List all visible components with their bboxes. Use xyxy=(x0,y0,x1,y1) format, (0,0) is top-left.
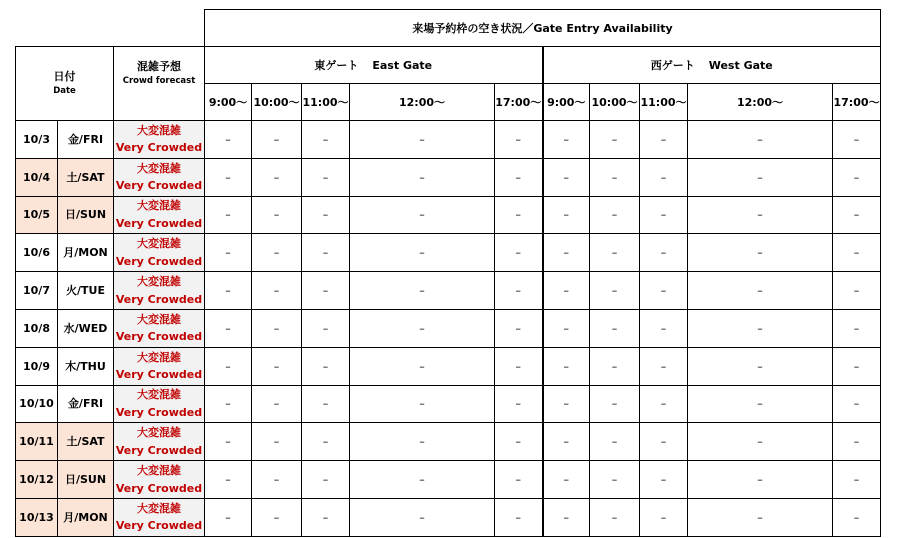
row-day: 火/TUE xyxy=(58,272,114,310)
table-title: 来場予約枠の空き状況／Gate Entry Availability xyxy=(205,10,881,47)
forecast-en: Very Crowded xyxy=(115,216,203,230)
availability-cell: – xyxy=(590,234,640,272)
availability-cell: – xyxy=(252,272,302,310)
forecast-en: Very Crowded xyxy=(115,443,203,457)
availability-cell: – xyxy=(252,385,302,423)
availability-cell: – xyxy=(590,423,640,461)
availability-cell: – xyxy=(688,158,833,196)
table-row xyxy=(16,347,881,385)
availability-cell: – xyxy=(833,347,881,385)
row-day: 土/SAT xyxy=(58,423,114,461)
forecast-header xyxy=(114,47,205,121)
availability-cell: – xyxy=(205,234,252,272)
row-forecast xyxy=(114,385,205,423)
row-date: 10/4 xyxy=(16,158,58,196)
west-time-slot: 17:00～ xyxy=(833,84,881,121)
availability-cell: – xyxy=(640,121,688,159)
table-row xyxy=(16,234,881,272)
availability-cell: – xyxy=(205,121,252,159)
availability-cell: – xyxy=(302,158,350,196)
forecast-jp: 大変混雑 xyxy=(137,199,181,213)
forecast-en: Very Crowded xyxy=(115,330,203,344)
forecast-en: Very Crowded xyxy=(115,179,203,193)
row-day: 水/WED xyxy=(58,309,114,347)
availability-cell: – xyxy=(640,309,688,347)
row-day: 日/SUN xyxy=(58,461,114,499)
availability-cell: – xyxy=(543,121,590,159)
availability-cell: – xyxy=(252,158,302,196)
availability-cell: – xyxy=(688,461,833,499)
availability-cell: – xyxy=(252,461,302,499)
availability-cell: – xyxy=(252,234,302,272)
date-header-jp: 日付 xyxy=(53,70,76,84)
forecast-en: Very Crowded xyxy=(115,292,203,306)
availability-cell: – xyxy=(350,234,495,272)
date-header xyxy=(16,47,114,121)
availability-cell: – xyxy=(543,385,590,423)
availability-cell: – xyxy=(640,498,688,536)
row-date: 10/5 xyxy=(16,196,58,234)
availability-cell: – xyxy=(590,272,640,310)
row-date: 10/13 xyxy=(16,498,58,536)
forecast-jp: 大変混雑 xyxy=(137,350,181,364)
availability-cell: – xyxy=(688,423,833,461)
availability-cell: – xyxy=(350,309,495,347)
east-time-slot: 10:00～ xyxy=(252,84,302,121)
availability-cell: – xyxy=(543,423,590,461)
availability-cell: – xyxy=(252,498,302,536)
availability-cell: – xyxy=(495,158,543,196)
table-row xyxy=(16,309,881,347)
west-time-slot: 9:00～ xyxy=(543,84,590,121)
row-date: 10/7 xyxy=(16,272,58,310)
availability-cell: – xyxy=(640,347,688,385)
availability-cell: – xyxy=(688,196,833,234)
east-gate-jp: 東ゲート xyxy=(314,58,359,72)
availability-cell: – xyxy=(495,423,543,461)
availability-cell: – xyxy=(350,272,495,310)
availability-cell: – xyxy=(543,272,590,310)
row-forecast xyxy=(114,272,205,310)
availability-cell: – xyxy=(495,309,543,347)
row-day: 月/MON xyxy=(58,498,114,536)
availability-cell: – xyxy=(543,234,590,272)
availability-cell: – xyxy=(640,272,688,310)
row-date: 10/11 xyxy=(16,423,58,461)
availability-cell: – xyxy=(350,385,495,423)
forecast-jp: 大変混雑 xyxy=(137,123,181,137)
row-date: 10/8 xyxy=(16,309,58,347)
availability-cell: – xyxy=(543,196,590,234)
availability-cell: – xyxy=(350,498,495,536)
availability-cell: – xyxy=(495,498,543,536)
availability-cell: – xyxy=(302,498,350,536)
availability-cell: – xyxy=(252,347,302,385)
availability-cell: – xyxy=(590,309,640,347)
availability-cell: – xyxy=(302,272,350,310)
availability-cell: – xyxy=(302,309,350,347)
availability-cell: – xyxy=(302,234,350,272)
forecast-jp: 大変混雑 xyxy=(137,274,181,288)
west-gate-en: West Gate xyxy=(708,58,773,72)
row-date: 10/3 xyxy=(16,121,58,159)
row-forecast xyxy=(114,461,205,499)
availability-cell: – xyxy=(205,498,252,536)
availability-cell: – xyxy=(495,196,543,234)
availability-cell: – xyxy=(833,196,881,234)
row-date: 10/6 xyxy=(16,234,58,272)
availability-cell: – xyxy=(688,121,833,159)
availability-cell: – xyxy=(252,121,302,159)
forecast-en: Very Crowded xyxy=(115,368,203,382)
availability-cell: – xyxy=(833,309,881,347)
east-time-slot: 11:00～ xyxy=(302,84,350,121)
row-forecast xyxy=(114,158,205,196)
availability-cell: – xyxy=(302,196,350,234)
date-header-en: Date xyxy=(53,86,76,97)
forecast-header-jp: 混雑予想 xyxy=(137,60,181,73)
forecast-jp: 大変混雑 xyxy=(137,312,181,326)
availability-cell: – xyxy=(302,423,350,461)
forecast-jp: 大変混雑 xyxy=(137,463,181,477)
row-day: 日/SUN xyxy=(58,196,114,234)
availability-cell: – xyxy=(590,121,640,159)
availability-cell: – xyxy=(640,423,688,461)
availability-cell: – xyxy=(543,498,590,536)
row-day: 土/SAT xyxy=(58,158,114,196)
corner-blank xyxy=(16,10,205,47)
availability-cell: – xyxy=(495,461,543,499)
table-row xyxy=(16,158,881,196)
availability-cell: – xyxy=(833,158,881,196)
availability-cell: – xyxy=(252,309,302,347)
east-gate-en: East Gate xyxy=(372,58,433,72)
availability-cell: – xyxy=(590,347,640,385)
forecast-en: Very Crowded xyxy=(115,254,203,268)
row-forecast xyxy=(114,347,205,385)
table-row xyxy=(16,272,881,310)
west-time-slot: 12:00～ xyxy=(688,84,833,121)
availability-cell: – xyxy=(205,196,252,234)
table-row xyxy=(16,423,881,461)
availability-cell: – xyxy=(688,385,833,423)
availability-cell: – xyxy=(205,461,252,499)
availability-cell: – xyxy=(590,498,640,536)
availability-cell: – xyxy=(205,309,252,347)
row-forecast xyxy=(114,498,205,536)
availability-cell: – xyxy=(350,461,495,499)
west-time-slot: 10:00～ xyxy=(590,84,640,121)
availability-cell: – xyxy=(688,272,833,310)
availability-cell: – xyxy=(252,423,302,461)
gate-availability-table xyxy=(15,9,881,537)
forecast-jp: 大変混雑 xyxy=(137,161,181,175)
availability-cell: – xyxy=(833,385,881,423)
availability-cell: – xyxy=(495,347,543,385)
availability-cell: – xyxy=(302,121,350,159)
availability-cell: – xyxy=(205,423,252,461)
availability-cell: – xyxy=(495,234,543,272)
forecast-jp: 大変混雑 xyxy=(137,501,181,515)
availability-cell: – xyxy=(302,461,350,499)
availability-cell: – xyxy=(640,158,688,196)
east-gate-header xyxy=(205,47,543,84)
table-row xyxy=(16,121,881,159)
row-forecast xyxy=(114,423,205,461)
row-forecast xyxy=(114,309,205,347)
availability-cell: – xyxy=(302,385,350,423)
availability-cell: – xyxy=(205,272,252,310)
east-time-slot: 9:00～ xyxy=(205,84,252,121)
availability-cell: – xyxy=(688,347,833,385)
availability-cell: – xyxy=(640,385,688,423)
availability-cell: – xyxy=(833,423,881,461)
forecast-header-en: Crowd forecast xyxy=(122,76,196,86)
row-day: 月/MON xyxy=(58,234,114,272)
availability-cell: – xyxy=(833,121,881,159)
availability-cell: – xyxy=(543,309,590,347)
row-date: 10/10 xyxy=(16,385,58,423)
table-row xyxy=(16,498,881,536)
availability-cell: – xyxy=(205,385,252,423)
row-forecast xyxy=(114,121,205,159)
forecast-jp: 大変混雑 xyxy=(137,426,181,440)
availability-cell: – xyxy=(350,347,495,385)
row-date: 10/9 xyxy=(16,347,58,385)
west-gate-jp: 西ゲート xyxy=(650,58,695,72)
west-time-slot: 11:00～ xyxy=(640,84,688,121)
row-date: 10/12 xyxy=(16,461,58,499)
forecast-en: Very Crowded xyxy=(115,141,203,155)
west-gate-header xyxy=(543,47,881,84)
availability-cell: – xyxy=(495,121,543,159)
availability-cell: – xyxy=(350,196,495,234)
table-row xyxy=(16,196,881,234)
availability-cell: – xyxy=(833,498,881,536)
row-day: 木/THU xyxy=(58,347,114,385)
availability-cell: – xyxy=(495,272,543,310)
availability-cell: – xyxy=(688,234,833,272)
availability-cell: – xyxy=(833,234,881,272)
row-day: 金/FRI xyxy=(58,385,114,423)
availability-cell: – xyxy=(495,385,543,423)
availability-cell: – xyxy=(302,347,350,385)
forecast-jp: 大変混雑 xyxy=(137,237,181,251)
east-time-slot: 17:00～ xyxy=(495,84,543,121)
availability-cell: – xyxy=(833,272,881,310)
availability-cell: – xyxy=(543,158,590,196)
availability-cell: – xyxy=(350,158,495,196)
forecast-en: Very Crowded xyxy=(115,481,203,495)
availability-cell: – xyxy=(350,121,495,159)
availability-cell: – xyxy=(833,461,881,499)
availability-cell: – xyxy=(543,347,590,385)
availability-cell: – xyxy=(205,158,252,196)
forecast-jp: 大変混雑 xyxy=(137,388,181,402)
availability-cell: – xyxy=(590,196,640,234)
table-row xyxy=(16,385,881,423)
availability-cell: – xyxy=(590,158,640,196)
availability-cell: – xyxy=(640,234,688,272)
availability-cell: – xyxy=(640,461,688,499)
table-row xyxy=(16,461,881,499)
row-forecast xyxy=(114,234,205,272)
availability-cell: – xyxy=(252,196,302,234)
forecast-en: Very Crowded xyxy=(115,519,203,533)
availability-cell: – xyxy=(350,423,495,461)
availability-cell: – xyxy=(205,347,252,385)
availability-cell: – xyxy=(590,385,640,423)
availability-cell: – xyxy=(590,461,640,499)
availability-cell: – xyxy=(640,196,688,234)
availability-cell: – xyxy=(688,498,833,536)
forecast-en: Very Crowded xyxy=(115,405,203,419)
availability-cell: – xyxy=(543,461,590,499)
row-forecast xyxy=(114,196,205,234)
availability-cell: – xyxy=(688,309,833,347)
row-day: 金/FRI xyxy=(58,121,114,159)
east-time-slot: 12:00～ xyxy=(350,84,495,121)
